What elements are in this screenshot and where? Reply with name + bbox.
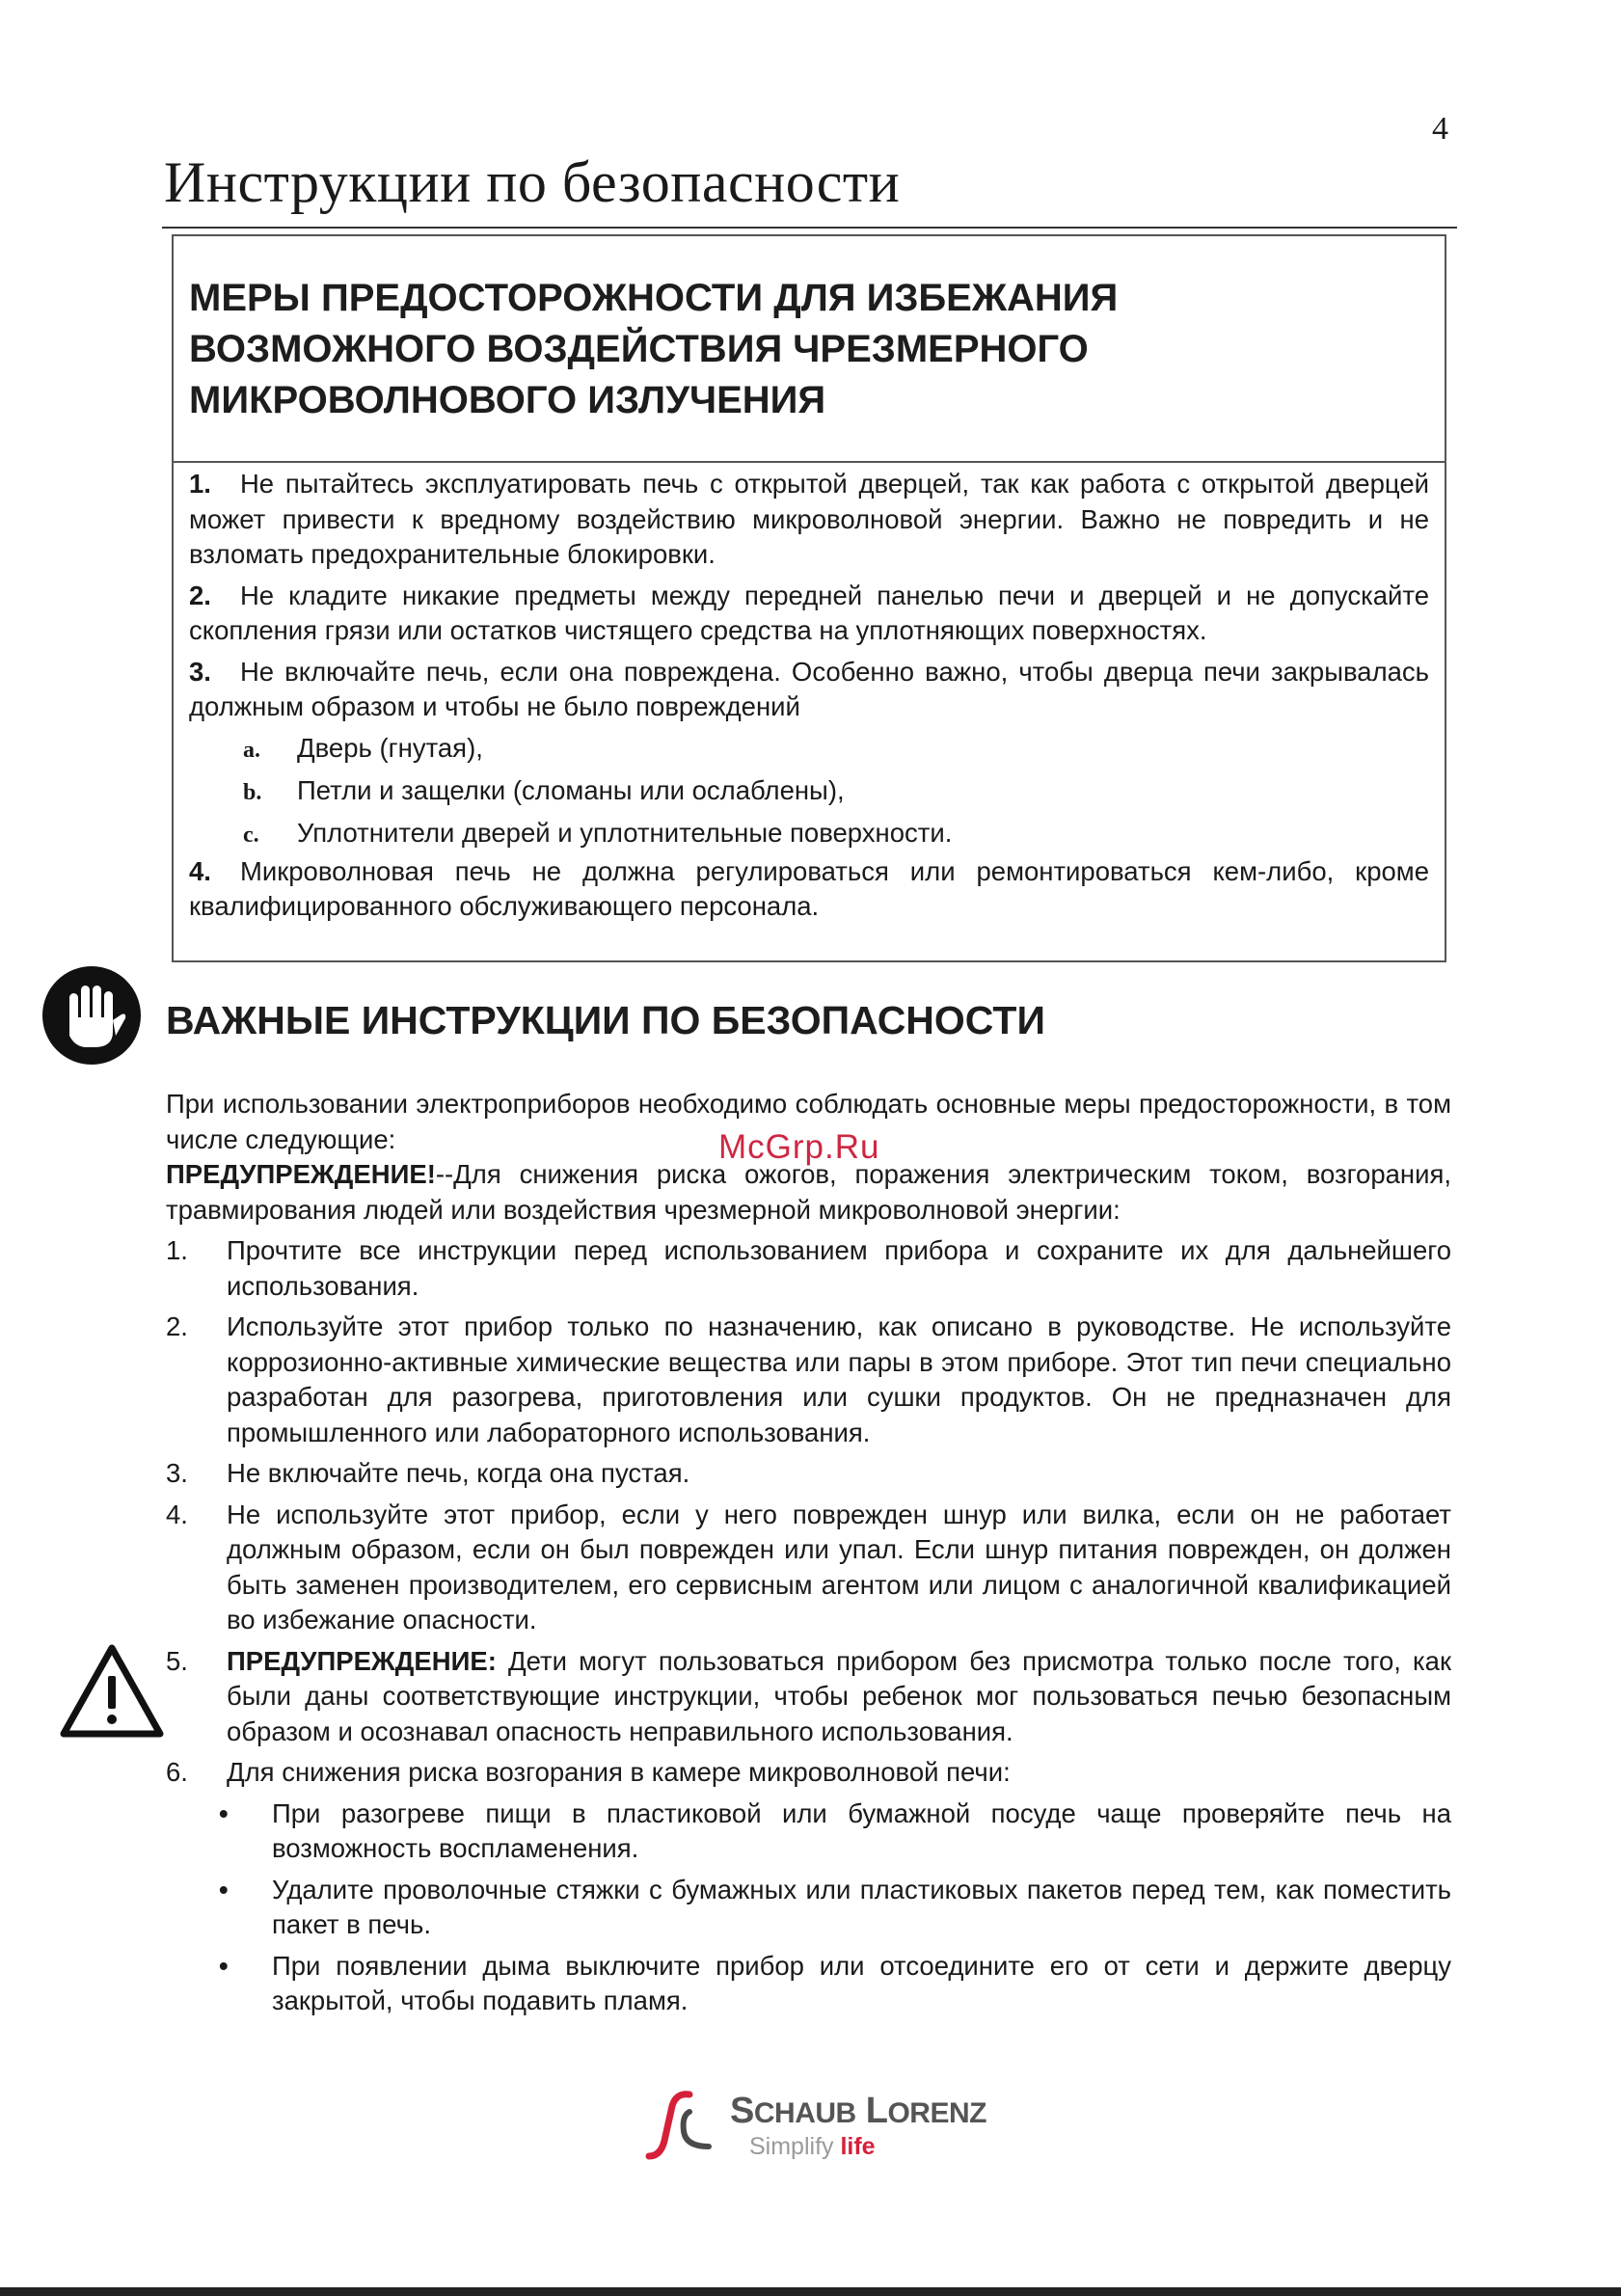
brand-swoosh-icon xyxy=(641,2087,718,2164)
sub-item-letter: b. xyxy=(243,779,262,805)
instruction-text: Используйте этот прибор только по назначению, как описано в руководстве. Не используйте коррозионно-активные химические вещества или пары в этом приборе. Этот тип печи специально разработан для разогрева, приготовления или сушки продуктов. Он не предназначен для промышленного или лабораторного использования. xyxy=(227,1311,1451,1447)
instruction-number: 4. xyxy=(166,1499,188,1529)
logo-tagline xyxy=(749,2133,876,2161)
logo-brand-cap: L xyxy=(865,2091,888,2131)
instruction-item xyxy=(166,1755,1451,1791)
instruction-number: 2. xyxy=(166,1311,188,1341)
tagline-life: life xyxy=(840,2133,876,2160)
bullet-icon: • xyxy=(219,1874,229,1904)
precaution-item xyxy=(189,854,1429,925)
precaution-number: 3. xyxy=(189,656,211,687)
section-title: ВАЖНЫЕ ИНСТРУКЦИИ ПО БЕЗОПАСНОСТИ xyxy=(166,998,1045,1042)
safety-instructions xyxy=(166,1087,1451,2019)
sub-item-text: Петли и защелки (сломаны или ослаблены), xyxy=(297,774,845,805)
instruction-item xyxy=(166,1310,1451,1450)
precaution-sub-item xyxy=(189,770,1429,812)
precautions-heading-line: МИКРОВОЛНОВОГО ИЗЛУЧЕНИЯ xyxy=(189,379,826,421)
schaub-lorenz-logo xyxy=(641,2087,1046,2164)
sub-item-text: Дверь (гнутая), xyxy=(297,732,483,763)
precaution-sub-item xyxy=(189,727,1429,770)
logo-brand-name xyxy=(730,2091,986,2132)
fire-safety-bullet xyxy=(166,1796,1451,1867)
intro-paragraph: При использовании электроприборов необходимо соблюдать основные меры предосторожности, в том числе следующие: xyxy=(166,1089,1451,1154)
instruction-text: Не включайте печь, когда она пустая. xyxy=(227,1458,690,1488)
page-title: Инструкции по безопасности xyxy=(164,150,901,214)
stop-hand-icon xyxy=(41,964,143,1067)
logo-brand-rest: ORENZ xyxy=(887,2097,986,2129)
precaution-number: 1. xyxy=(189,469,211,499)
instruction-warning-label: ПРЕДУПРЕЖДЕНИЕ: xyxy=(227,1645,497,1676)
precaution-item xyxy=(189,655,1429,725)
bullet-icon: • xyxy=(219,1797,229,1828)
warning-label: ПРЕДУПРЕЖДЕНИЕ! xyxy=(166,1159,436,1189)
instruction-item xyxy=(166,1456,1451,1492)
precaution-number: 2. xyxy=(189,580,211,610)
instruction-text: Прочтите все инструкции перед использованием прибора и сохраните их для дальнейшего использования. xyxy=(227,1235,1451,1301)
fire-safety-bullet xyxy=(166,1873,1451,1943)
bullet-icon: • xyxy=(219,1950,229,1981)
logo-brand-rest: CHAUB xyxy=(753,2097,856,2129)
precaution-text: Микроволновая печь не должна регулироваться или ремонтироваться кем-либо, кроме квалифицированного обслуживающего персонала. xyxy=(189,855,1429,921)
logo-brand-cap: S xyxy=(730,2091,754,2131)
fire-safety-bullet xyxy=(166,1949,1451,2019)
bullet-text: При появлении дыма выключите прибор или отсоедините его от сети и держите дверцу закрытой, чтобы подавить пламя. xyxy=(272,1950,1451,2015)
warning-triangle-icon xyxy=(58,1642,166,1741)
precaution-text: Не включайте печь, если она повреждена. Особенно важно, чтобы дверца печи закрывалась должным образом и чтобы не было повреждений xyxy=(189,656,1429,721)
instruction-item xyxy=(166,1498,1451,1638)
microwave-exposure-precautions-box xyxy=(172,234,1446,962)
precautions-heading-line: ВОЗМОЖНОГО ВОЗДЕЙСТВИЯ ЧРЕЗМЕРНОГО xyxy=(189,328,1089,370)
instruction-item xyxy=(166,1644,1451,1750)
precaution-item xyxy=(189,579,1429,649)
instruction-number: 1. xyxy=(166,1235,188,1265)
bottom-border xyxy=(0,2287,1621,2296)
instruction-text: Не используйте этот прибор, если у него поврежден шнур или вилка, если он не работает должным образом, если он был поврежден или упал. Если шнур питания поврежден, он должен быть заменен производителем, его сервисным агентом или лицом с аналогичной квалификацией во избежание опасности. xyxy=(227,1499,1451,1634)
page-number: 4 xyxy=(1432,111,1448,147)
warning-paragraph xyxy=(166,1157,1451,1228)
precaution-text: Не кладите никакие предметы между передней панелью печи и дверцей и не допускайте скопления грязи или остатков чистящего средства на уплотняющих поверхностях. xyxy=(189,580,1429,645)
sub-item-text: Уплотнители дверей и уплотнительные поверхности. xyxy=(297,817,953,848)
instruction-number: 6. xyxy=(166,1757,188,1787)
precaution-sub-item xyxy=(189,812,1429,854)
precautions-list xyxy=(174,463,1445,925)
precautions-heading-line: МЕРЫ ПРЕДОСТОРОЖНОСТИ ДЛЯ ИЗБЕЖАНИЯ xyxy=(189,277,1119,319)
precautions-heading xyxy=(174,236,1445,463)
instruction-text: Дети могут пользоваться прибором без присмотра только после того, как были даны соответствующие инструкции, чтобы ребенок мог пользоваться печью безопасным образом и осознавал опасность неправильного использования. xyxy=(227,1645,1451,1746)
sub-item-letter: a. xyxy=(243,737,260,763)
precaution-text: Не пытайтесь эксплуатировать печь с открытой дверцей, так как работа с открытой дверцей может привести к вредному воздействию микроволновой энергии. Важно не повредить и не взломать предохранительные блокировки. xyxy=(189,469,1429,569)
title-divider xyxy=(162,227,1457,229)
warning-text: --Для снижения риска ожогов, поражения электрическим током, возгорания, травмирования людей или воздействия чрезмерной микроволновой энергии: xyxy=(166,1159,1451,1225)
tagline-simplify: Simplify xyxy=(749,2133,834,2160)
sub-item-letter: c. xyxy=(243,822,259,848)
bullet-text: При разогреве пищи в пластиковой или бумажной посуде чаще проверяйте печь на возможность воспламенения. xyxy=(272,1797,1451,1863)
instruction-text: Для снижения риска возгорания в камере микроволновой печи: xyxy=(227,1757,1011,1787)
instruction-item xyxy=(166,1233,1451,1304)
precaution-number: 4. xyxy=(189,855,211,886)
instruction-number: 5. xyxy=(166,1645,188,1676)
watermark: McGrp.Ru xyxy=(718,1128,880,1166)
precaution-item xyxy=(189,467,1429,573)
bullet-text: Удалите проволочные стяжки с бумажных или пластиковых пакетов перед тем, как поместить пакет в печь. xyxy=(272,1874,1451,1939)
instruction-number: 3. xyxy=(166,1458,188,1488)
